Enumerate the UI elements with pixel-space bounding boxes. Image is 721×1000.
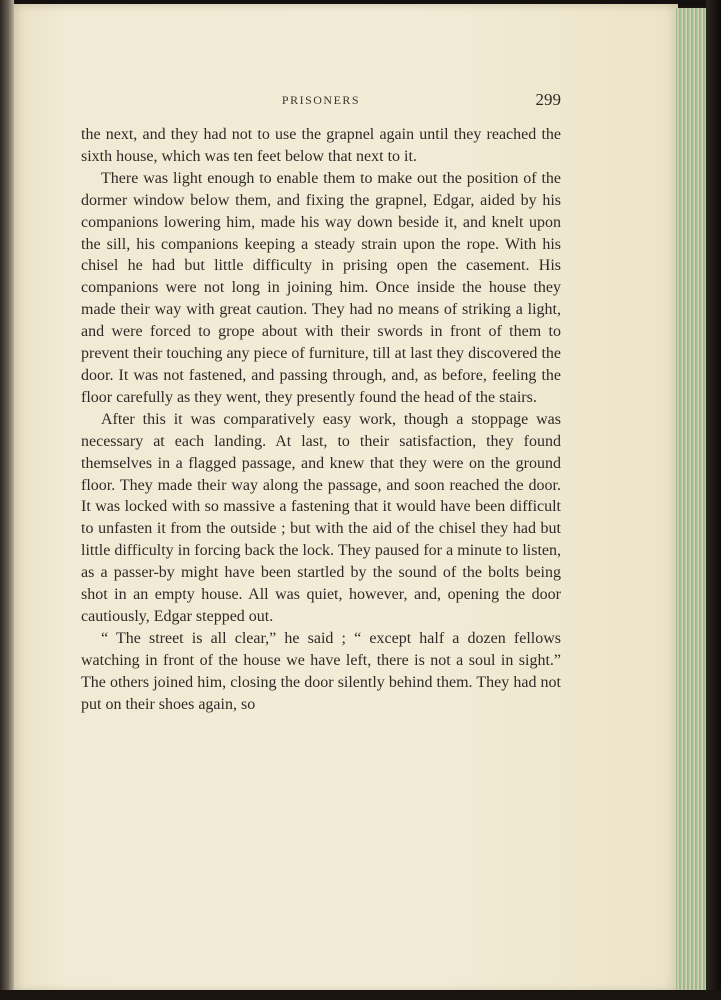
body-text: [81, 124, 561, 715]
paragraph: the next, and they had not to use the grapnel again until they reached the sixth house, which was ten feet below that next to it.: [81, 126, 561, 165]
page-number: 299: [535, 90, 561, 109]
paragraph: After this it was comparatively easy work, though a stoppage was necessary at each landing. At last, to their satisfaction, they found themselves in a flagged passage, and knew that they were on the ground floor. They made their way along the passage, and soon reached the door. It was locked with so massive a fastening that it would have been difficult to unfasten it from the outside ; but with the aid of the chisel they had but little difficulty in forcing back the lock. They paused for a minute to listen, as a passer-by might have been startled by the sound of the bolts being shot in an empty house. All was quiet, however, and, opening the door cautiously, Edgar stepped out.: [81, 410, 561, 625]
book-cover-right: [706, 0, 721, 1000]
book-bottom-edge: [0, 990, 721, 1000]
running-head: [81, 90, 561, 112]
chapter-title: PRISONERS: [281, 93, 361, 107]
page-edges: [676, 8, 708, 992]
paragraph: There was light enough to enable them to make out the position of the dormer window below them, and fixing the grapnel, Edgar, aided by his companions lowering him, made his way down beside it, and knelt upon the sill, his companions keeping a steady strain upon the rope. With his chisel he had but little difficulty in prising open the casement. His companions were not long in joining him. Once inside the house they made their way with great caution. They had no means of striking a light, and were forced to grope about with their swords in front of them to prevent their touching any piece of furniture, till at last they discovered the door. It was not fastened, and passing through, and, as before, feeling the floor carefully as they went, they presently found the head of the stairs.: [81, 169, 561, 406]
paragraph: “ The street is all clear,” he said ; “ except half a dozen fellows watching in front of the house we have left, there is not a soul in sight.” The others joined him, closing the door silently behind them. They had not put on their shoes again, so: [81, 629, 561, 713]
book-cover-left: [0, 0, 14, 1000]
